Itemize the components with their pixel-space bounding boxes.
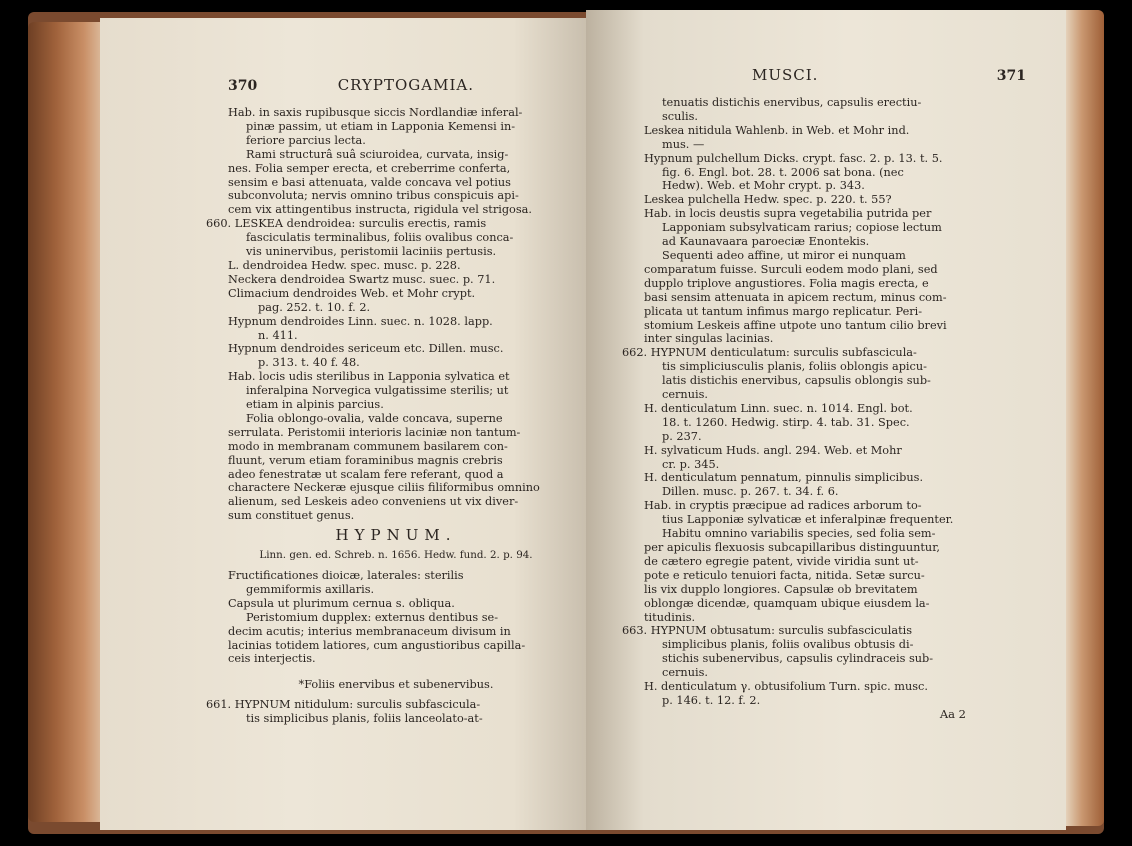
text-line: mus. — (662, 137, 705, 151)
synonym-line: L. dendroidea Hedw. spec. musc. p. 228. (228, 258, 461, 272)
text-line: charactere Neckeræ ejusque ciliis filiformibus omnino (228, 481, 540, 495)
text-line: Dillen. musc. p. 267. t. 34. f. 6. (662, 485, 839, 499)
synonym-line: Leskea pulchella Hedw. spec. p. 220. t. 55? (644, 193, 892, 207)
genus-line: Peristomium dupplex: externus dentibus se- (246, 610, 499, 624)
synonym-line: Hypnum dendroides Linn. suec. n. 1028. lapp. (228, 314, 493, 328)
habitat-line: Hab. in locis deustis supra vegetabilia putrida per (644, 207, 932, 221)
text-line: Hab. in saxis rupibusque siccis Nordlandiæ inferal- (228, 106, 523, 119)
synonym-line: H. denticulatum γ. obtusifolium Turn. spic. musc. (644, 680, 928, 694)
signature-mark: Aa 2 (939, 706, 966, 721)
genus-line: Fructificationes dioicæ, laterales: sterilis (228, 569, 464, 582)
text-line: tis simplicibus planis, foliis lanceolato-at- (246, 712, 483, 726)
text-line: feriore parcius lecta. (246, 133, 366, 147)
species-entry-heading: 663. HYPNUM obtusatum: surculis subfasciculatis (622, 624, 913, 638)
text-line: Folia oblongo-ovalia, valde concava, superne (246, 411, 503, 425)
synonym-line: Neckera dendroidea Swartz musc. suec. p. 71. (228, 272, 496, 286)
text-line: fluunt, verum etiam foraminibus magnis crebris (228, 453, 503, 467)
text-line: cernuis. (662, 666, 708, 680)
genus-line: decim acutis; interius membranaceum divisum in (228, 624, 511, 638)
habitat-line: Hab. in cryptis præcipue ad radices arborum to- (644, 499, 922, 513)
text-line: inter singulas lacinias. (644, 332, 774, 346)
species-entry-heading: 660. LESKEA dendroidea: surculis erectis, ramis (206, 217, 487, 231)
genus-heading: HYPNUM. (335, 526, 457, 545)
text-line: pinæ passim, ut etiam in Lapponia Kemensi in- (246, 119, 516, 133)
text-line: Habitu omnino variabilis species, sed folia sem- (662, 527, 936, 541)
running-title: CRYPTOGAMIA. (337, 76, 474, 94)
right-page (586, 10, 1066, 830)
text-line: sensim e basi attenuata, valde concava vel potius (228, 175, 511, 189)
text-line: p. 146. t. 12. f. 2. (662, 693, 761, 707)
text-line: Sequenti adeo affine, ut miror ei nunquam (662, 248, 906, 262)
text-line: inferalpina Norvegica vulgatissime sterilis; ut (246, 384, 509, 398)
page-number: 371 (996, 68, 1026, 84)
book-edge-right (1064, 10, 1104, 826)
text-line: cem vix attingentibus instructa, rigidula vel strigosa. (228, 203, 532, 217)
left-page-body (206, 106, 564, 726)
text-line: modo in membranam communem basilarem con- (228, 439, 508, 453)
section-heading: *Foliis enervibus et subenervibus. (298, 678, 494, 692)
left-page (100, 18, 586, 830)
text-line: nes. Folia semper erecta, et creberrime conferta, (228, 161, 511, 175)
text-line: n. 411. (258, 328, 298, 342)
species-entry-heading: 662. HYPNUM denticulatum: surculis subfascicula- (622, 346, 917, 360)
synonym-line: H. sylvaticum Huds. angl. 294. Web. et Mohr (644, 443, 902, 457)
genus-line: Capsula ut plurimum cernua s. obliqua. (228, 596, 455, 610)
synonym-line: Hypnum dendroides sericeum etc. Dillen. musc. (228, 342, 504, 356)
text-line: tis simpliciusculis planis, foliis oblongis apicu- (662, 360, 927, 374)
species-entry-heading: 661. HYPNUM nitidulum: surculis subfascicula- (206, 698, 481, 712)
genus-line: lacinias totidem latiores, cum angustioribus capilla- (228, 638, 526, 652)
text-line: Hedw). Web. et Mohr crypt. p. 343. (662, 179, 865, 193)
text-line: alienum, sed Leskeis adeo conveniens ut vix diver- (228, 495, 519, 509)
text-line: plicata ut tantum infimus margo replicatur. Peri- (644, 304, 923, 318)
page-number: 370 (228, 78, 258, 94)
habitat-line: Hab. locis udis sterilibus in Lapponia sylvatica et (228, 370, 510, 384)
text-line: tenuatis distichis enervibus, capsulis erectiu- (662, 96, 922, 109)
text-line: ad Kaunavaara paroeciæ Enontekis. (662, 235, 870, 249)
text-line: sum constituet genus. (228, 509, 355, 523)
synonym-line: Climacium dendroides Web. et Mohr crypt. (228, 286, 476, 300)
text-line: latis distichis enervibus, capsulis oblongis sub- (662, 374, 931, 388)
text-line: cernuis. (662, 388, 708, 402)
synonym-line: H. denticulatum Linn. suec. n. 1014. Engl. bot. (644, 401, 913, 415)
text-line: stichis subenervibus, capsulis cylindraceis sub- (662, 652, 934, 666)
text-line: dupplo triplove angustiores. Folia magis erecta, e (644, 276, 929, 290)
text-line: stomium Leskeis affine utpote uno tantum cilio brevi (644, 318, 947, 332)
text-line: cr. p. 345. (662, 457, 720, 471)
text-line: p. 313. t. 40 f. 48. (258, 356, 360, 370)
text-line: sculis. (662, 109, 699, 123)
genus-line: gemmiformis axillaris. (246, 582, 375, 596)
text-line: titudinis. (644, 610, 696, 624)
left-page-header (228, 76, 564, 94)
text-line: pag. 252. t. 10. f. 2. (258, 300, 371, 314)
synonym-line: H. denticulatum pennatum, pinnulis simplicibus. (644, 471, 924, 485)
text-line: per apiculis flexuosis subcapillaribus distinguuntur, (644, 541, 940, 554)
text-line: subconvoluta; nervis omnino tribus conspicuis api- (228, 189, 519, 203)
right-page-body (622, 96, 1026, 722)
text-line: oblongæ dicendæ, quamquam ubique eiusdem la- (644, 596, 930, 610)
text-line: etiam in alpinis parcius. (246, 398, 384, 412)
text-line: fasciculatis terminalibus, foliis ovalibus conca- (246, 231, 514, 245)
genus-line: ceis interjectis. (228, 652, 316, 666)
text-line: p. 237. (662, 429, 702, 443)
text-line: basi sensim attenuata in apicem rectum, minus com- (644, 290, 947, 304)
text-line: 18. t. 1260. Hedwig. stirp. 4. tab. 31. Spec. (662, 415, 910, 429)
book-edge-left (28, 22, 108, 822)
text-line: serrulata. Peristomii interioris laciniæ non tantum- (228, 425, 521, 439)
text-line: Lapponiam subsylvaticam rarius; copiose lectum (662, 221, 942, 235)
text-line: fig. 6. Engl. bot. 28. t. 2006 sat bona. (nec (662, 165, 904, 179)
synonym-line: Hypnum pulchellum Dicks. crypt. fasc. 2. p. 13. t. 5. (644, 151, 943, 165)
genus-references: Linn. gen. ed. Schreb. n. 1656. Hedw. fund. 2. p. 94. (259, 549, 533, 562)
text-line: de cætero egregie patent, vivide viridia sunt ut- (644, 554, 919, 568)
text-line: comparatum fuisse. Surculi eodem modo plani, sed (644, 262, 938, 276)
text-line: vis uninervibus, peristomii laciniis pertusis. (246, 245, 497, 259)
running-title: MUSCI. (752, 66, 819, 84)
text-line: tius Lapponiæ sylvaticæ et inferalpinæ frequenter. (662, 513, 954, 527)
text-line: adeo fenestratæ ut scalam fere referant, quod a (228, 467, 504, 481)
synonym-line: Leskea nitidula Wahlenb. in Web. et Mohr ind. (644, 123, 910, 137)
right-page-header (644, 66, 1026, 84)
text-line: pote e reticulo tenuiori facta, nitida. Setæ surcu- (644, 568, 925, 582)
text-line: lis vix dupplo longiores. Capsulæ ob brevitatem (644, 582, 918, 596)
text-line: Rami structurâ suâ sciuroidea, curvata, insig- (246, 147, 509, 161)
text-line: simplicibus planis, foliis ovalibus obtusis di- (662, 638, 914, 652)
